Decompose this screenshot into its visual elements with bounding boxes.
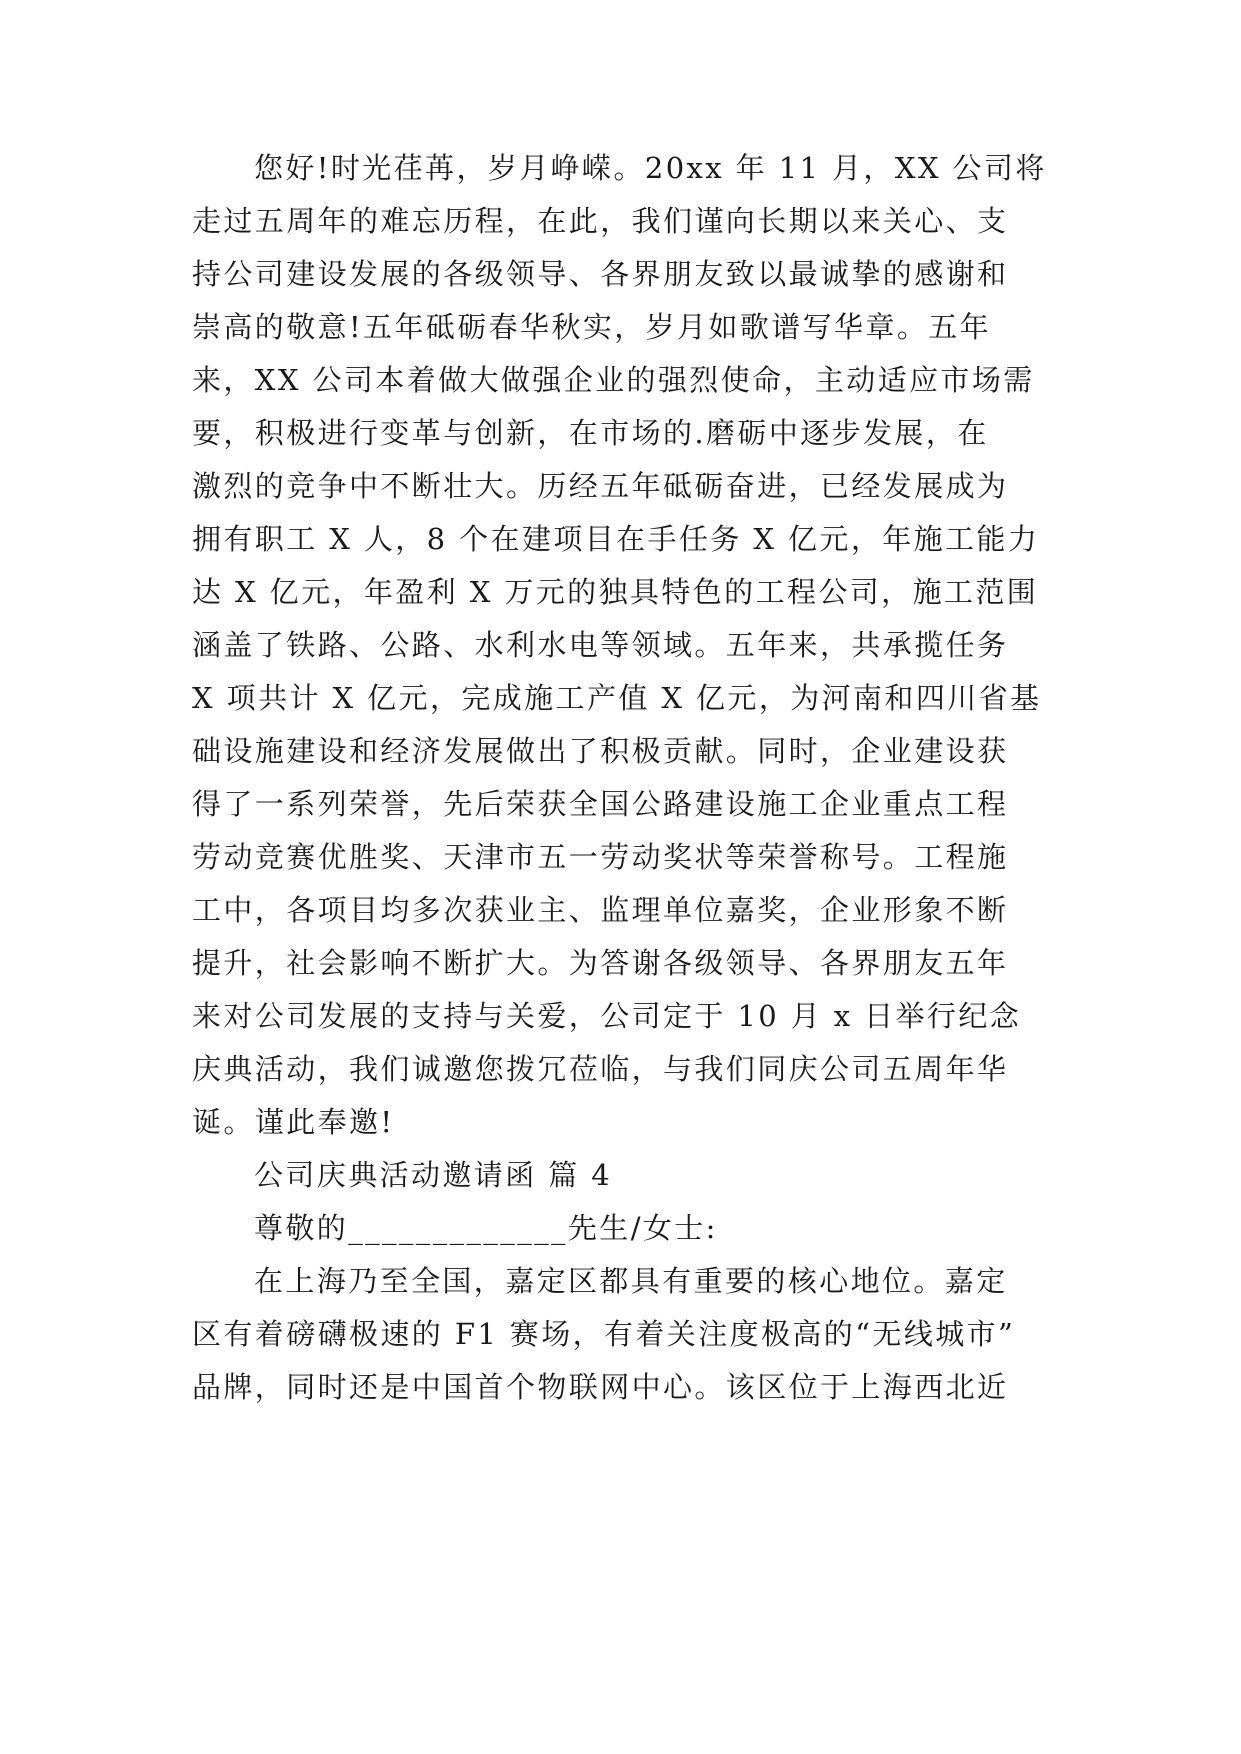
paragraph-1-line: 诞。谨此奉邀! [192,1105,395,1139]
paragraph-1-line: 庆典活动，我们诚邀您拨冗莅临，与我们同庆公司五周年华 [192,1052,1009,1086]
section-heading: 公司庆典活动邀请函 篇 4 [254,1158,613,1192]
paragraph-1-line: 达 X 亿元，年盈利 X 万元的独具特色的工程公司，施工范围 [192,575,1039,609]
paragraph-1-line: 激烈的竞争中不断壮大。历经五年砥砺奋进，已经发展成为 [192,469,1009,503]
paragraph-1-line: 劳动竞赛优胜奖、天津市五一劳动奖状等荣誉称号。工程施 [192,840,1009,874]
paragraph-1-line: 崇高的敬意!五年砥砺春华秋实，岁月如歌谱写华章。五年 [192,310,992,344]
paragraph-1-line: 您好!时光荏苒，岁月峥嵘。20xx 年 11 月，XX 公司将 [254,151,1047,185]
paragraph-1-line: X 项共计 X 亿元，完成施工产值 X 亿元，为河南和四川省基 [192,681,1042,715]
paragraph-1-line: 走过五周年的难忘历程，在此，我们谨向长期以来关心、支 [192,204,1009,238]
paragraph-1-line: 要，积极进行变革与创新，在市场的.磨砺中逐步发展，在 [192,416,989,450]
paragraph-1-line: 工中，各项目均多次获业主、监理单位嘉奖，企业形象不断 [192,893,1009,927]
paragraph-1-line: 础设施建设和经济发展做出了积极贡献。同时，企业建设获 [192,734,1009,768]
paragraph-1-line: 涵盖了铁路、公路、水利水电等领域。五年来，共承揽任务 [192,628,1009,662]
paragraph-1-line: 得了一系列荣誉，先后荣获全国公路建设施工企业重点工程 [192,787,1009,821]
paragraph-1-line: 来，XX 公司本着做大做强企业的强烈使命，主动适应市场需 [192,363,1035,397]
paragraph-1-line: 提升，社会影响不断扩大。为答谢各级领导、各界朋友五年 [192,946,1009,980]
salutation: 尊敬的_____________先生/女士: [254,1211,718,1245]
paragraph-2-line: 区有着磅礴极速的 F1 赛场，有着关注度极高的“无线城市” [192,1317,1016,1351]
paragraph-2-line: 品牌，同时还是中国首个物联网中心。该区位于上海西北近 [192,1370,1009,1404]
paragraph-1-line: 拥有职工 X 人，8 个在建项目在手任务 X 亿元，年施工能力 [192,522,1040,556]
paragraph-1-line: 持公司建设发展的各级领导、各界朋友致以最诚挚的感谢和 [192,257,1009,291]
paragraph-1-line: 来对公司发展的支持与关爱，公司定于 10 月 x 日举行纪念 [192,999,1022,1033]
paragraph-2-line: 在上海乃至全国，嘉定区都具有重要的核心地位。嘉定 [254,1264,1008,1298]
